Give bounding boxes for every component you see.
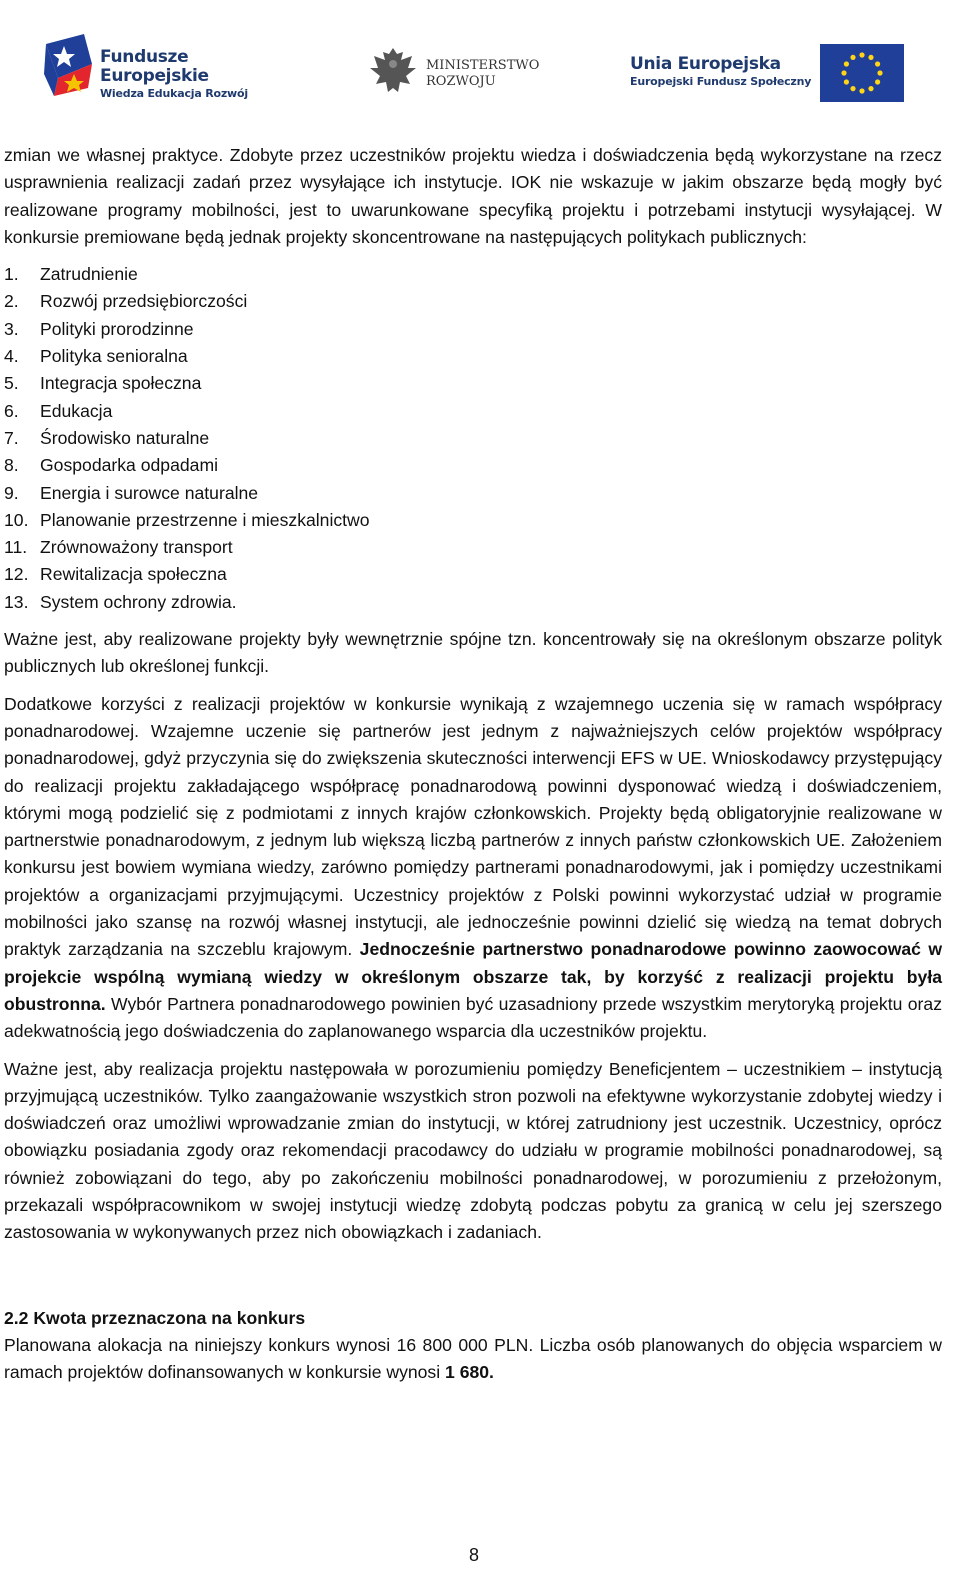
list-item-label: Środowisko naturalne: [40, 427, 210, 448]
fe-logo-line3: Wiedza Edukacja Rozwój: [100, 87, 248, 100]
paragraph-transnational-end: Wybór Partnera ponadnarodowego powinien być uzasadniony przede wszystkim merytoryką projektu oraz adekwatnością jego doświadczenia do zaplanowanego wsparcia dla uczestników projektu.: [4, 993, 942, 1042]
list-item-label: Zatrudnienie: [40, 264, 138, 285]
list-item: [4, 261, 942, 288]
list-item-label: Energia i surowce naturalne: [40, 482, 259, 503]
list-item-label: System ochrony zdrowia.: [40, 591, 237, 612]
list-item-label: Polityka senioralna: [40, 346, 188, 367]
list-item-label: Rewitalizacja społeczna: [40, 564, 227, 585]
fundusze-europejskie-logo: [44, 34, 264, 112]
list-item-number: 1.: [4, 264, 19, 285]
list-item-number: 11.: [4, 537, 28, 558]
participants-count: 1 680.: [445, 1362, 494, 1383]
list-item: [4, 398, 942, 425]
list-item-number: 3.: [4, 318, 19, 339]
list-item-number: 5.: [4, 373, 19, 394]
ministry-logo-line2: ROZWOJU: [426, 74, 496, 89]
paragraph-intro: zmian we własnej praktyce. Zdobyte przez uczestników projektu wiedza i doświadczenia będą wykorzystane na rzecz usprawnienia realizacji zadań przez wysyłające ich instytucje. IOK nie wskazuje w jakim obszarze będą mogły być realizowane programy mobilności, jest to uwarunkowane specyfiką projektu i potrzebami instytucji wysyłającej. W konkursie premiowane będą jednak projekty skoncentrowane na następujących politykach publicznych:: [4, 145, 942, 247]
paragraph-transnational-text: Dodatkowe korzyści z realizacji projektów w konkursie wynikają z wzajemnego uczenia się w ramach współpracy ponadnarodowej. Wzajemne uczenie się partnerów jest jednym z najważniejszych celów projektów współpracy ponadnarodowej, gdyż przyczynia się do zwiększenia skuteczności interwencji EFS w UE. Wnioskodawcy przystępujący do realizacji projektu zakładającego współpracę ponadnarodową powinni dysponować wiedzą i doświadczeniem, którymi mogą podzielić się z podmiotami z innych krajów członkowskich. Projekty będą obligatoryjnie realizowane w partnerstwie ponadnarodowym, z jednym lub większą liczbą partnerów z innych państw członkowskich UE. Założeniem konkursu jest bowiem wymiana wiedzy, zarówno pomiędzy partnerami ponadnarodowymi, jak i pomiędzy uczestnikami projektów a organizacjami przyjmującymi. Uczestnicy projektów z Polski powinni wykorzystać udział w programie mobilności jako szansę na rozwój własnej instytucji, ale jednocześnie powinni dzielić się wiedzą na temat dobrych praktyk zarządzania na szczeblu krajowym.: [4, 693, 942, 960]
list-item: [4, 425, 942, 452]
fe-logo-line2: Europejskie: [100, 66, 209, 86]
ue-logo-line1: Unia Europejska: [630, 54, 781, 74]
list-item: [4, 534, 942, 561]
list-item: [4, 316, 942, 343]
paragraph-allocation-text: Planowana alokacja na niniejszy konkurs wynosi 16 800 000 PLN. Liczba osób planowanych do objęcia wsparciem w ramach projektów dofinansowanych w konkursie wynosi: [4, 1334, 942, 1383]
list-item-label: Gospodarka odpadami: [40, 455, 219, 476]
list-item-label: Rozwój przedsiębiorczości: [40, 291, 248, 312]
paragraph-agreement: Ważne jest, aby realizacja projektu następowała w porozumieniu pomiędzy Beneficjentem – uczestnikiem – instytucją przyjmującą uczestników. Tylko zaangażowanie wszystkich stron pozwoli na efektywne wykorzystanie zdobytej wiedzy i doświadczeń oraz umożliwi wprowadzanie zmian do instytucji, w której zatrudniony jest uczestnik. Uczestnicy, oprócz obowiązku posiadania zgody oraz rekomendacji pracodawcy do udziału w programie mobilności ponadnarodowej, są również zobowiązani do tego, aby po zakończeniu mobilności ponadnarodowej, w porozumieniu z przełożonym, przekazali współpracownikom w swojej instytucji wiedzę zdobytą podczas pobytu za granicą w celu jej szerszego zastosowania w wykonywanych przez nich obowiązkach i zadaniach.: [4, 1058, 942, 1243]
unia-europejska-logo: [630, 44, 920, 108]
paragraph-transnational-bold: Jednocześnie partnerstwo ponadnarodowe powinno zaowocować w projekcie wspólną wymianą wiedzy w określonym obszarze tak, by korzyść z realizacji projektu była obustronna.: [4, 939, 943, 1014]
list-item: [4, 343, 942, 370]
list-item-number: 13.: [4, 591, 29, 612]
list-item-number: 2.: [4, 291, 19, 312]
ue-logo-line2: Europejski Fundusz Społeczny: [630, 75, 812, 88]
fe-logo-line1: Fundusze: [100, 47, 189, 67]
eagle-emblem-icon: [366, 44, 420, 100]
list-item-number: 6.: [4, 400, 19, 421]
paragraph-allocation: [4, 1332, 942, 1387]
list-item-number: 7.: [4, 427, 19, 448]
list-item-label: Integracja społeczna: [40, 373, 202, 394]
list-item-label: Edukacja: [40, 400, 113, 421]
list-item: [4, 480, 942, 507]
fe-stars-icon: [44, 34, 94, 104]
list-item: [4, 561, 942, 588]
list-item: [4, 507, 942, 534]
list-item-number: 10.: [4, 509, 29, 530]
eu-flag-icon: [820, 44, 904, 102]
ministry-logo-line1: MINISTERSTWO: [426, 58, 540, 73]
list-item-label: Zrównoważony transport: [40, 537, 233, 558]
paragraph-consistency: Ważne jest, aby realizowane projekty były wewnętrznie spójne tzn. koncentrowały się na określonym obszarze polityk publicznych lub określonej funkcji.: [4, 629, 942, 677]
list-item: [4, 288, 942, 315]
document-body: [4, 142, 942, 1386]
policy-list: [4, 261, 942, 616]
list-item: [4, 589, 942, 616]
list-item-number: 8.: [4, 455, 19, 476]
section-heading: 2.2 Kwota przeznaczona na konkurs: [4, 1307, 306, 1328]
page-number: 8: [468, 1545, 479, 1565]
list-item: [4, 452, 942, 479]
list-item-number: 12.: [4, 564, 29, 585]
list-item-label: Planowanie przestrzenne i mieszkalnictwo: [40, 509, 370, 530]
ministerstwo-rozwoju-logo: [366, 44, 556, 104]
page-header: [0, 28, 960, 118]
list-item-label: Polityki prorodzinne: [40, 318, 194, 339]
paragraph-transnational: [4, 691, 942, 1046]
list-item-number: 4.: [4, 346, 19, 367]
list-item-number: 9.: [4, 482, 19, 503]
list-item: [4, 370, 942, 397]
